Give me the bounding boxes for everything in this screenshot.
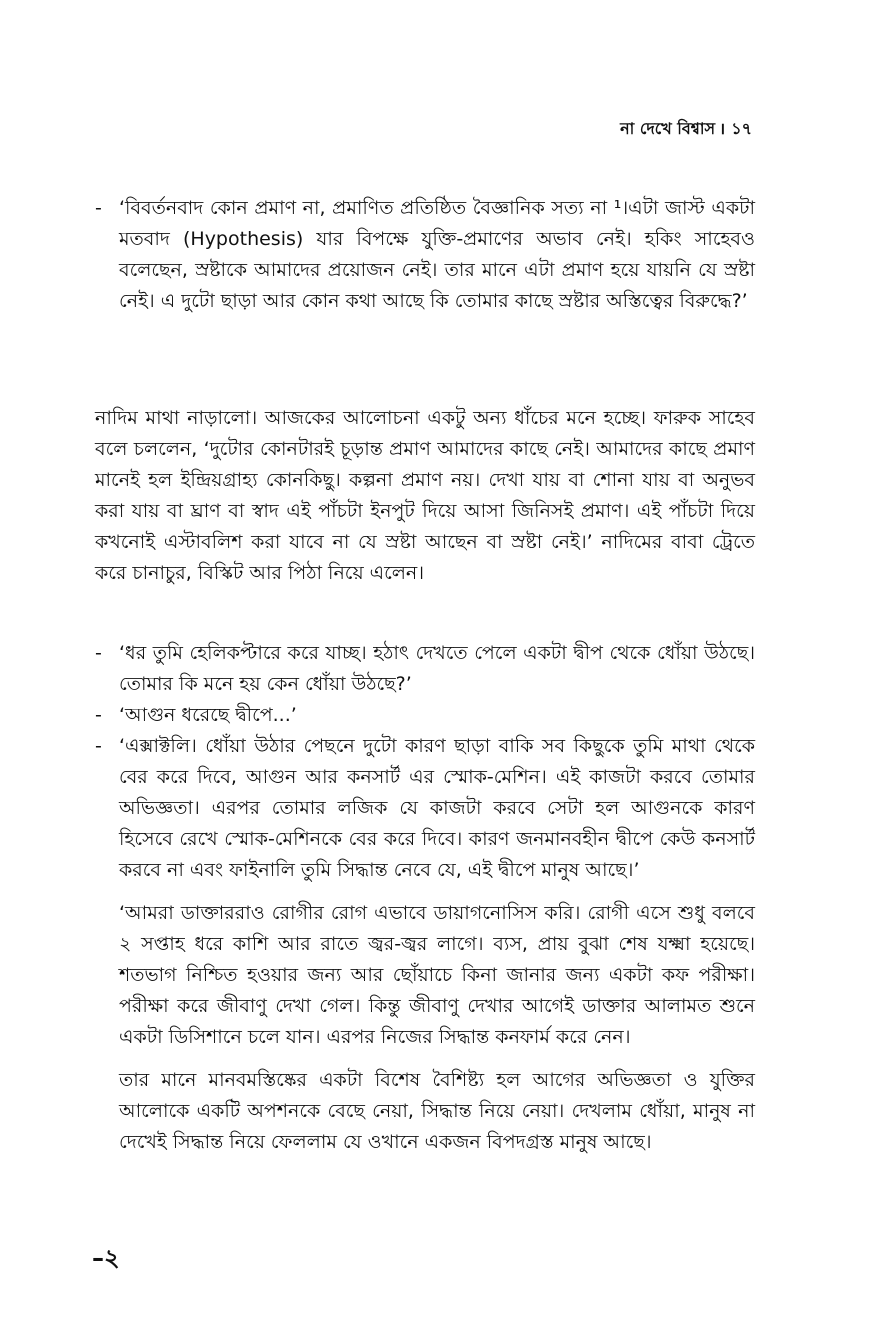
dialogue-block-1	[95, 193, 755, 317]
dash-marker: -	[95, 735, 102, 757]
dash-marker: -	[95, 642, 102, 664]
dialogue-item	[95, 700, 755, 731]
dialogue-block-2	[95, 638, 755, 1158]
dash-marker: -	[95, 704, 102, 726]
dialogue-text: ‘আগুন ধরেছে দ্বীপে...’	[119, 704, 297, 726]
narration-text: নাদিম মাথা নাড়ালো। আজকের আলোচনা একটু অন্য ধাঁচের মনে হচ্ছে। ফারুক সাহেব বলে চললেন, ‘দুটোর কোনটারই চূড়ান্ত প্রমাণ আমাদের কাছে নেই। আমাদের কাছে প্রমাণ মানেই হল ইন্দ্রিয়গ্রাহ্য কোনকিছু। কল্পনা প্রমাণ নয়। দেখা যায় বা শোনা যায় বা অনুভব করা যায় বা ঘ্রাণ বা স্বাদ এই পাঁচটা ইনপুট দিয়ে আসা জিনিসই প্রমাণ। এই পাঁচটা দিয়ে কখনোই এস্টাবলিশ করা যাবে না যে স্রষ্টা আছেন বা স্রষ্টা নেই।’ নাদিমের বাবা ট্রেতে করে চানাচুর, বিস্কিট আর পিঠা নিয়ে এলেন।	[95, 407, 755, 584]
dialogue-text: ‘এক্সাক্টলি। ধোঁয়া উঠার পেছনে দুটো কারণ ছাড়া বাকি সব কিছুকে তুমি মাথা থেকে বের করে দিবে, আগুন আর কনসার্ট এর স্মোক-মেশিন। এই কাজটা করবে তোমার অভিজ্ঞতা। এরপর তোমার লজিক যে কাজটা করবে সেটা হল আগুনকে কারণ হিসেবে রেখে স্মোক-মেশিনকে বের করে দিবে। কারণ জনমানবহীন দ্বীপে কেউ কনসার্ট করবে না এবং ফাইনালি তুমি সিদ্ধান্ত নেবে যে, এই দ্বীপে মানুষ আছে।’	[119, 735, 755, 881]
dialogue-item	[95, 731, 755, 886]
conclusion-paragraph: তার মানে মানবমস্তিষ্কের একটা বিশেষ বৈশিষ্ট্য হল আগের অভিজ্ঞতা ও যুক্তির আলোকে একটি অপশনকে বেছে নেয়া, সিদ্ধান্ত নিয়ে নেয়া। দেখলাম ধোঁয়া, মানুষ না দেখেই সিদ্ধান্ত নিয়ে ফেললাম যে ওখানে একজন বিপদগ্রস্ত মানুষ আছে।	[119, 1069, 755, 1153]
narration-paragraph	[95, 403, 755, 589]
dialogue-text: ‘ধর তুমি হেলিকপ্টারে করে যাচ্ছ। হঠাৎ দেখতে পেলে একটা দ্বীপ থেকে ধোঁয়া উঠছে। তোমার কি মনে হয় কেন ধোঁয়া উঠছে?’	[119, 642, 755, 695]
header-separator: ।	[719, 119, 726, 138]
signature-mark: –২	[92, 1244, 120, 1272]
header-title: না দেখে বিশ্বাস	[620, 119, 716, 138]
dialogue-text: ‘বিবর্তনবাদ কোন প্রমাণ না, প্রমাণিত প্রতিষ্ঠিত বৈজ্ঞানিক সত্য না ¹।এটা জাস্ট একটা মতবাদ (Hypothesis) যার বিপক্ষে যুক্তি-প্রমাণের অভাব নেই। হকিং সাহেবও বলেছেন, স্রষ্টাকে আমাদের প্রয়োজন নেই। তার মানে এটা প্রমাণ হয়ে যায়নি যে স্রষ্টা নেই। এ দুটো ছাড়া আর কোন কথা আছে কি তোমার কাছে স্রষ্টার অস্তিত্বের বিরুদ্ধে?’	[119, 197, 755, 312]
header-page-number: ১৭	[731, 119, 752, 138]
dialogue-item	[95, 193, 755, 317]
running-header	[620, 116, 752, 143]
dialogue-item	[95, 638, 755, 700]
dash-marker: -	[95, 197, 102, 219]
doctor-paragraph: ‘আমরা ডাক্তাররাও রোগীর রোগ এভাবে ডায়াগনোসিস করি। রোগী এসে শুধু বলবে ২ সপ্তাহ ধরে কাশি আর রাতে জ্বর-জ্বর লাগে। ব্যস, প্রায় বুঝা শেষ যক্ষ্মা হয়েছে। শতভাগ নিশ্চিত হওয়ার জন্য আর ছোঁয়াচে কিনা জানার জন্য একটা কফ পরীক্ষা। পরীক্ষা করে জীবাণু দেখা গেল। কিন্তু জীবাণু দেখার আগেই ডাক্তার আলামত শুনে একটা ডিসিশানে চলে যান। এরপর নিজের সিদ্ধান্ত কনফার্ম করে নেন।	[119, 902, 755, 1048]
